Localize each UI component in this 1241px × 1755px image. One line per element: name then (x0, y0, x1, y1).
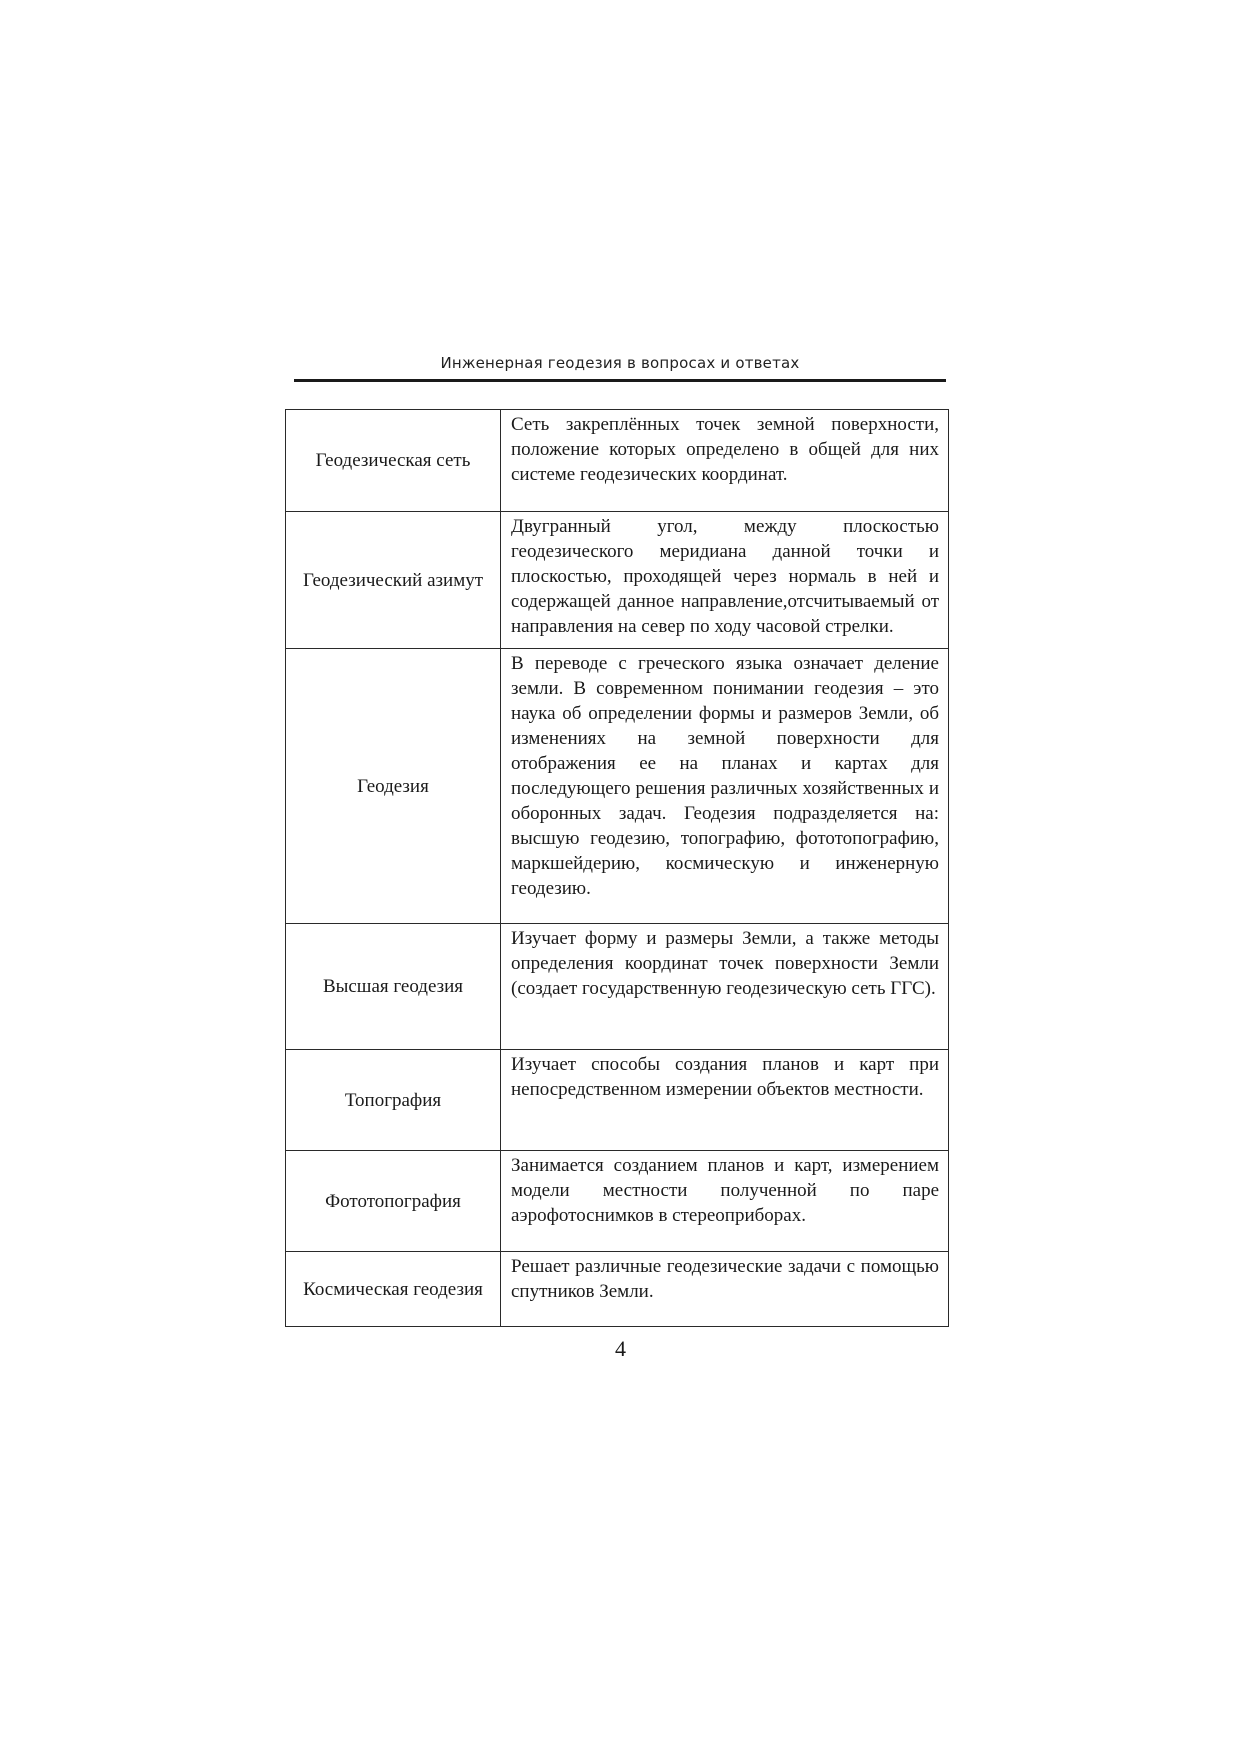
term-cell: Геодезическая сеть (286, 410, 501, 512)
definition-cell: Изучает форму и размеры Земли, а также методы определения координат точек поверхности Земли (создает государственную геодезическую сеть ГГС). (501, 924, 949, 1050)
page-number: 4 (615, 1336, 626, 1361)
term-cell: Космическая геодезия (286, 1252, 501, 1327)
definition-cell: Решает различные геодезические задачи с помощью спутников Земли. (501, 1252, 949, 1327)
header-rule (294, 379, 946, 382)
running-header: Инженерная геодезия в вопросах и ответах (440, 354, 800, 372)
term-cell: Геодезия (286, 649, 501, 924)
definition-cell: В переводе с греческого языка означает деление земли. В современном понимании геодезия – это наука об определении формы и размеров Земли, об изменениях на земной поверхности для отображения ее на планах и картах для последующего решения различных хозяйственных и оборонных задач. Геодезия подразделяется на: высшую геодезию, топографию, фототопографию, маркшейдерию, космическую и инженерную геодезию. (501, 649, 949, 924)
table-row (286, 1151, 949, 1252)
definition-cell: Занимается созданием планов и карт, измерением модели местности полученной по паре аэрофотоснимков в стереоприборах. (501, 1151, 949, 1252)
table-row (286, 1252, 949, 1327)
table-row (286, 410, 949, 512)
table-row (286, 649, 949, 924)
glossary-table (285, 409, 949, 1327)
term-cell: Топография (286, 1050, 501, 1151)
table-row (286, 924, 949, 1050)
table-row (286, 512, 949, 649)
term-cell: Фототопография (286, 1151, 501, 1252)
term-cell: Высшая геодезия (286, 924, 501, 1050)
definition-cell: Сеть закреплённых точек земной поверхности, положение которых определено в общей для них системе геодезических координат. (501, 410, 949, 512)
table-row (286, 1050, 949, 1151)
definition-cell: Двугранный угол, между плоскостью геодезического меридиана данной точки и плоскостью, проходящей через нормаль в ней и содержащей данное направление,отсчитываемый от направления на север по ходу часовой стрелки. (501, 512, 949, 649)
definition-cell: Изучает способы создания планов и карт при непосредственном измерении объектов местности. (501, 1050, 949, 1151)
term-cell: Геодезический азимут (286, 512, 501, 649)
